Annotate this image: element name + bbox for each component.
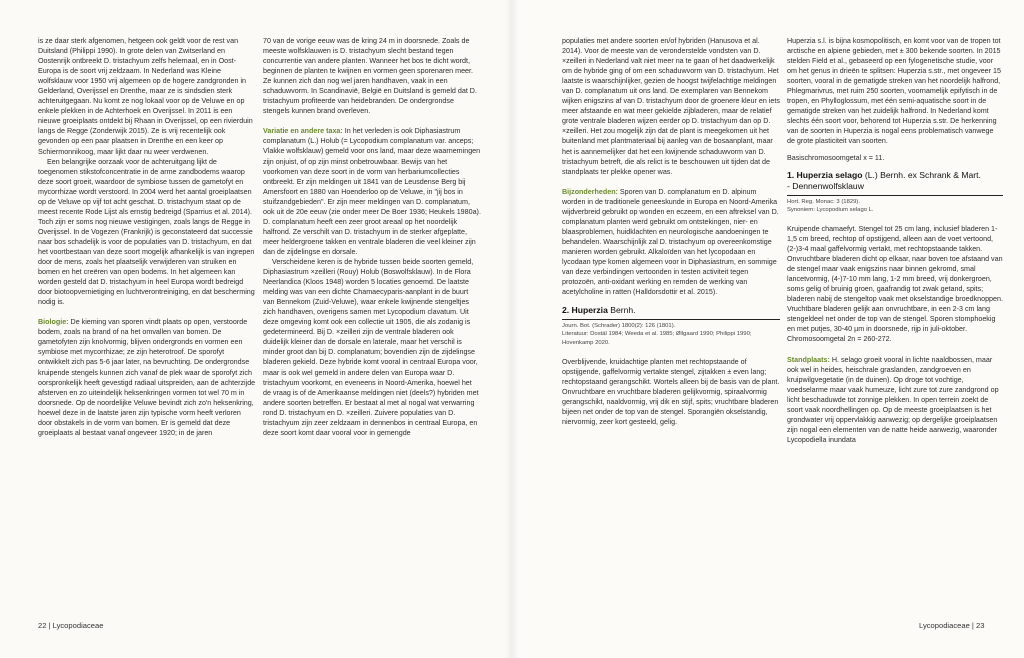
standplaats-section (787, 355, 1003, 445)
paragraph: De kieming van sporen vindt plaats op open, verstoorde bodem, zoals na brand of na het omvallen van bomen. De gametofyten zijn knolvormig, blijven ondergronds en vormen een symbiose met mycorrhizae; ze zijn heterotroof. De sporofyt ontwikkelt zich pas 5-6 jaar later, na bevruchting. De ondergrondse kruipende stengels kunnen zich vanaf de plek waar de sporofyt zich oorspronkelijk heeft gevestigd radiaal uitspreiden, aan de achterzijde afsterven en zo uiteindelijk heksenkringen vormen tot wel 70 m in doorsnede. Op de noordelijke Veluwe bevindt zich zo'n heksenkring, hoewel deze in de laatste jaren zijn typische vorm heeft verloren door obstakels in de vorm van bomen. Er is gemeld dat deze groeiplaats al bestaat vanaf ongeveer 1920; in de jaren (38, 318, 256, 437)
paragraph: Overblijvende, kruidachtige planten met rechtopstaande of opstijgende, gaffelvormig vertakte stengel, zijtakken ± even lang; rechtopstaand gerangschikt. Wortels alleen bij de basis van de plant. Onvruchtbare en vruchtbare bladeren gelijkvormig, spiraalvormig gerangschikt, naaldvormig, vrij dik en stijf, spits; vruchtbare bladeren bijeen net onder de top van de stengel. Sporangiën okselstandig, niervormig, zeer kort gesteeld, gelig. (562, 357, 780, 427)
reference: Journ. Bot. (Schrader) 1800(2): 126 (1801). (562, 323, 676, 330)
species-name: 1. Huperzia selago (787, 169, 863, 180)
left-page-column-2 (263, 36, 481, 616)
variatie-section (263, 126, 481, 257)
chromosome-base-number: Basischromosoomgetal x = 11. (787, 153, 885, 162)
title-rule (787, 195, 1003, 196)
paragraph: Sporen van D. complanatum en D. alpinum worden in de traditionele geneeskunde in Europa en Noord-Amerika wijdverbreid gebruikt op wonden en eczeem, en een aftreksel van D. complanatum planten werd gebruikt om ontstekingen, nier- en blaasproblemen, huidklachten en neurologische aandoeningen te behandelen. Waarschijnlijk zal D. tristachyum op overeenkomstige manieren worden gebruikt. Alkaloïden van het lycopodaan en lycodaan type komen algemeen voor in Diphasiastrum, en sommige van deze verbindingen vertoonden in testen activiteit tegen protozoën, anti-oxidant werking en remden de werking van acetylcholine in ratten (Halldorsdottir et al. 2015). (562, 187, 779, 297)
paragraph: 70 van de vorige eeuw was de kring 24 m in doorsnede. Zoals de meeste wolfsklauwen is D. tristachyum slecht bestand tegen concurrentie van andere planten. Wanneer het bos te dicht wordt, beginnen de planten te kwijnen en vormen geen sporenaren meer. Ze kunnen zich dan nog wel jaren handhaven, vaak in een schaduwvorm. In Scandinavië, België en Duitsland is gemeld dat D. tristachyum profiteerde van heidebranden. De ondergrondse stengels kunnen brand overleven. (263, 37, 477, 116)
right-page-column-1 (562, 36, 780, 616)
paragraph: is ze daar sterk afgenomen, hetgeen ook geldt voor de rest van Duitsland (Philippi 1990). In grote delen van Zwitserland en Oostenrijk ontbreekt D. tristachyum zelfs helemaal, en in Oost-Europa is de soort vrij zeldzaam. In Nederland was Kleine wolfsklauw voor 1950 vrij algemeen op de hogere zandgronden in Gelderland, Overijssel en Drenthe, maar ze is sindsdien sterk achteruitgegaan. Nu komt ze nog lokaal voor op de Veluwe en op enkele plekken in de Achterhoek en Overijssel. In 2011 is een nieuwe groeiplaats ontdekt bij Rhaan in Overijssel, op een rivierduin langs de Regge (Zonderwijk 2015). Ze is vrij recentelijk ook gevonden op een paar plaatsen in Drenthe en een keer op Schiermonnikoog, maar lijkt daar nu weer verdwenen. (38, 37, 253, 156)
genus-author: Bernh. (607, 305, 636, 316)
synonym: Synoniem: Lycopodium selago L. (787, 206, 874, 213)
book-gutter (505, 0, 519, 658)
paragraph: Kruipende chamaefyt. Stengel tot 25 cm lang, inclusief bladeren 1-1,5 cm breed, rechtop of opstijgend, alleen aan de voet vertoond, (2-)3-4 maal gaffelvormig vertakt, met rechtopstaande takken. Onvruchtbare bladeren dicht op elkaar, naar boven toe afstaand van de stengel maar vaak enigszins naar binnen gekromd, smal lancetvormig, (4-)7-10 mm lang, 1-2 mm breed, vrij donkergroen, soms gelig of bruinig groen, gaafrandig tot zwak getand, spits; bladeren nabij de stengeltop vaak met okselstandige broedknoppen. Vruchtbare bladeren gelijk aan onvruchtbare, in een 2-3 cm lang stengeldeel net onder de top van de stengel. Sporen stomphoekig en met putjes, 30-40 µm in doorsnede, rijp in juli-oktober. Chromosoomgetal 2n = 260-272. (787, 224, 1003, 344)
paragraph: Een belangrijke oorzaak voor de achteruitgang lijkt de toegenomen stikstofconcentratie in de arme zandbodems waarop deze soort groeit, waardoor de symbiose tussen de gametofyt en mycorrhizae wordt verstoord. In 2004 werd het aantal groeiplaatsen op de Veluwe op vijf tot acht geschat. D. tristachyum staat op de meest recente Rode Lijst als ernstig bedreigd (Sparrius et al. 2014). Toch zijn er soms nog nieuwe vestigingen, zoals langs de Regge in Overijssel. In de Vogezen (Frankrijk) is geconstateerd dat successie naar bos schadelijk is voor de populaties van D. tristachyum, en dat het voortbestaan van deze soort mogelijk afhankelijk is van ingrepen door de mens, zoals het plaatselijk verwijderen van struiken en bomen en het creëren van open bodems. In het algemeen kan worden gesteld dat D. tristachyum in heel Europa wordt bedreigd door biotoopvernietiging en luchtverontreiniging, en dat bescherming nodig is. (38, 157, 255, 307)
species-common-name: - Dennenwolfsklauw (787, 180, 864, 191)
paragraph: In het verleden is ook Diphasiastrum complanatum (L.) Holub (= Lycopodium complanatum var. anceps; Vlakke wolfsklauw) gemeld voor ons land, maar deze waarnemingen zijn onjuist, of op zijn minst onbetrouwbaar. Bewijs van het voorkomen van deze soort in de vorm van herbariumcollecties ontbreekt. Er zijn meldingen uit 1841 van de Leusdense Berg bij Amersfoort en 1880 van Hoenderloo op de Veluwe, in "jij bos in stuifzandgebieden". Er zijn meer meldingen van D. complanatum, ook uit de 20e eeuw (zie onder meer De Boer 1936; Heukels 1980a). D. complanatum heeft een zeer groot areaal op het noordelijk halfrond. Ze verschilt van D. tristachyum in de sterker afgeplatte, meer heldergroene takken en ventrale bladeren die veel kleiner zijn dan de zijdelingse en dorsale. (263, 127, 481, 256)
paragraph: H. selago groeit vooral in lichte naaldbossen, maar ook wel in heides, heischrale graslanden, zandgroeven en kruipwilgvegetatie (in de duinen). Op droge tot vochtige, voedselarme maar vaak humeuze, licht zure tot zure zandgrond op licht beschaduwde tot zonnige plekken. In open terrein zoekt de soort vaak noordhellingen op. Op de meeste groeiplaatsen is het grondwater vrij oppervlakkig aanwezig; op dergelijke groeiplaatsen zijn nogal een elementen van de natte heide aanwezig, waaronder Lycopodiella inundata (787, 355, 999, 444)
footer-page-number-right: Lycopodiaceae | 23 (919, 621, 985, 630)
paragraph: populaties met andere soorten en/of hybriden (Hanusova et al. 2014). Voor de meeste van de veronderstelde vondsten van D. ×zeilleri in Nederland valt niet meer na te gaan of het daadwerkelijk om de hybride ging of om een schaduwvorm van D. tristachyum. Het laatste is waarschijnlijker, gezien de hoogst twijfelachtige meldingen van D. complanatum uit ons land. De exemplaren van Bennekom wijken enigszins af van D. tristachyum door de groenere kleur en iets meer afstaande en wat meer gekielde zijbladeren, maar de relatief grote ventrale bladeren wijzen eerder op D. tristachyum dan op D. ×zeilleri. Het zou mogelijk zijn dat de plant is meegekomen uit het buitenland met plantmateriaal bij aanleg van de bosaanplant, maar het is aannemelijker dat het een kwijnende schaduwvorm van D. tristachyum betreft, die als relict is te beschouwen uit tijden dat de standplaats ter plekke opener was. (562, 37, 780, 176)
genus-title (562, 305, 780, 316)
species-author: (L.) Bernh. ex Schrank & Mart. (862, 169, 981, 180)
genus-name: 2. Huperzia (562, 305, 608, 316)
section-heading-biologie: Biologie: (38, 318, 69, 327)
title-rule (562, 319, 780, 320)
section-heading-standplaats: Standplaats: (787, 355, 830, 364)
bijzonderheden-section (562, 187, 780, 298)
literature: Literatuur: Dostál 1984; Weeda et al. 1985; Øllgaard 1990; Philippi 1990; Hovenkamp 2020. (562, 331, 752, 346)
paragraph: Verscheidene keren is de hybride tussen beide soorten gemeld, Diphasiastrum ×zeilleri (Rouy) Holub (Boswolfsklauw). In de Flora Neerlandica (Kloos 1948) worden 5 locaties genoemd. De laatste melding was van een dichte Chamaecyparis-aanplant in de buurt van Bennekom (Zuid-Veluwe), waar enkele kwijnende stengeltjes zich handhaven, overigens samen met Lycopodium clavatum. Uit deze omgeving komt ook een collectie uit 1905, die als zodanig is gedetermineerd. Bij D. ×zeilleri zijn de ventrale bladeren ook duidelijk kleiner dan de dorsale en laterale, maar het verschil is minder groot dan bij D. complanatum; bovendien zijn de zijdelingse bladeren gekield. Deze hybride komt vooral in centraal Europa voor, maar is ook wel gemeld in andere delen van Europa waar D. tristachyum voorkomt, en eveneens in Noord-Amerika, hoewel het de vraag is of de Amerikaanse meldingen niet (deels?) hybriden met andere soorten betreffen. Er bestaat al met al nogal wat verwarring rond D. tristachyum en D. ×zeilleri. Zuivere populaties van D. tristachyum zijn zeer zeldzaam in dennenbos in centraal Europa, en deze soort komt daar vooral voor in gemengde (263, 257, 479, 437)
left-page-column-1 (38, 36, 256, 616)
biologie-section (38, 317, 256, 438)
footer-page-number-left: 22 | Lycopodiaceae (38, 621, 104, 630)
species-title (787, 170, 1003, 181)
section-heading-variatie: Variatie en andere taxa: (263, 127, 343, 136)
reference: Hort. Reg. Monac: 3 (1829). (787, 198, 861, 205)
section-heading-bijzonderheden: Bijzonderheden: (562, 187, 618, 196)
right-page-column-2 (787, 36, 1003, 616)
paragraph: Huperzia s.l. is bijna kosmopolitisch, en komt voor van de tropen tot arctische en alpiene gebieden, met ± 300 bekende soorten. In 2015 stelden Field et al., gebaseerd op een fylogenetische studie, voor om het genus in drieën te splitsen: Huperzia s.str., met ongeveer 15 soorten, vooral in de gematigde streken van het noordelijk halfrond, Phlegmarivrus, met ruim 250 soorten, voornamelijk epifytisch in de tropen, en Phylloglossum, met één semi-aquatische soort in de gematigde streken van het zuidelijk halfrond. In Nederland komt slechts één soort voor, behorend tot Huperzia s.str. De herkenning van de soorten in Huperzia is nogal eens problematisch vanwege de grote plasticiteit van soorten. (787, 37, 1001, 146)
